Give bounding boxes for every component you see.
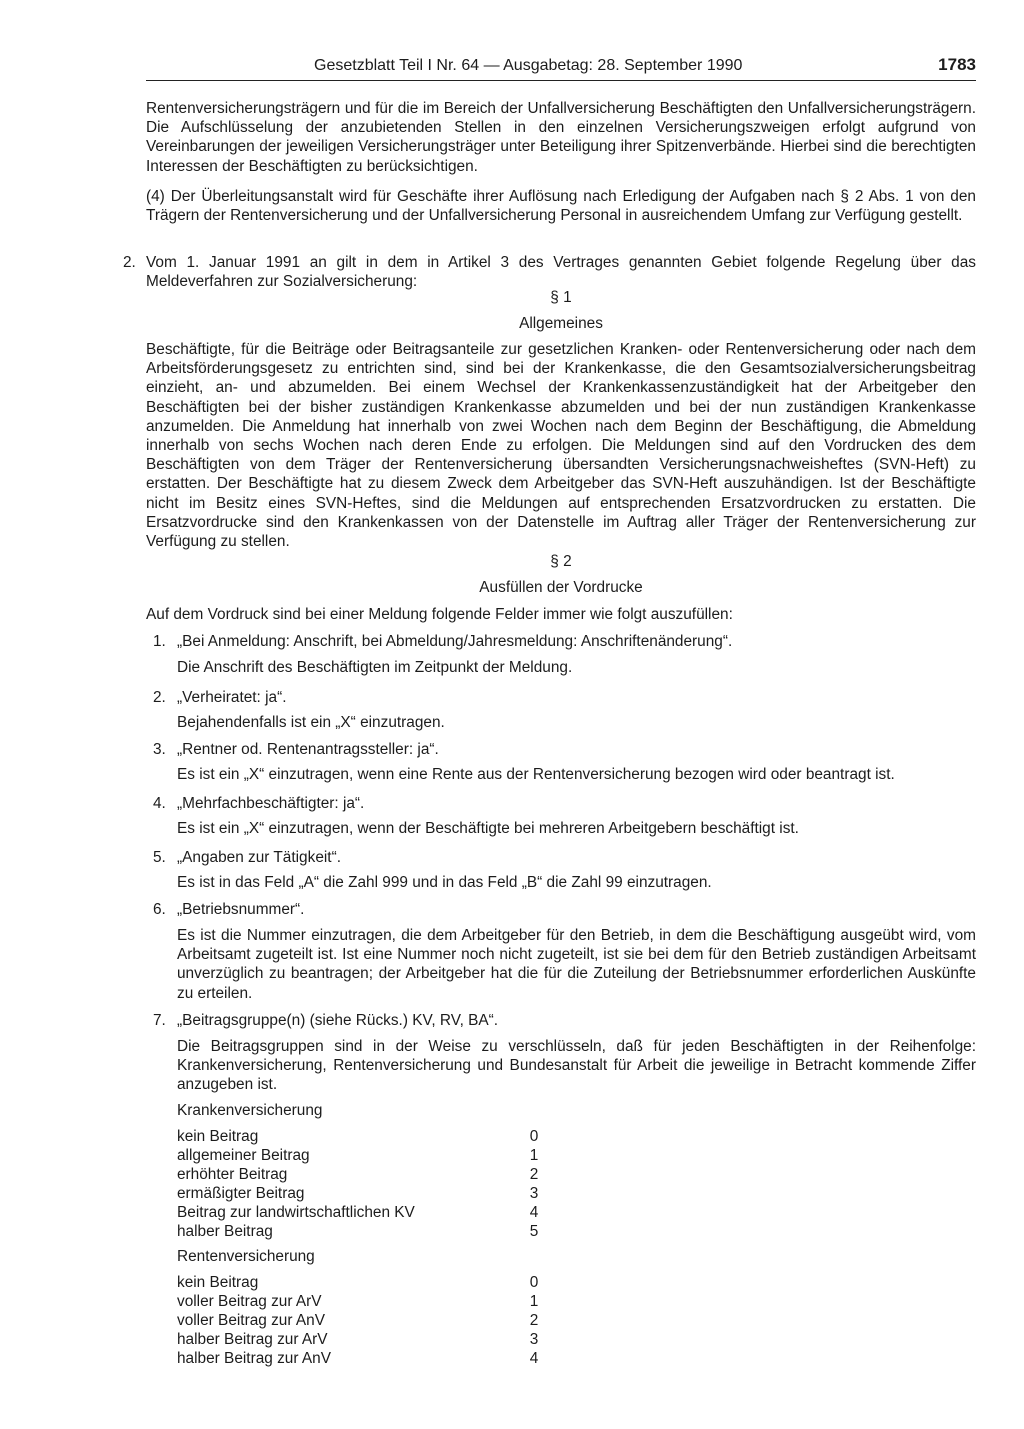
list-item-field: „Verheiratet: ja“.	[177, 689, 287, 706]
table-row	[177, 1165, 539, 1184]
row-code: 2	[529, 1166, 539, 1184]
table-row	[177, 1127, 539, 1146]
list-item-number: 5.	[153, 849, 166, 866]
row-label: voller Beitrag zur AnV	[177, 1312, 325, 1330]
table-row	[177, 1273, 539, 1292]
list-item-number: 4.	[153, 795, 166, 812]
row-code: 0	[529, 1274, 539, 1291]
row-label: Beitrag zur landwirtschaftlichen KV	[177, 1204, 415, 1222]
item-2-text: Vom 1. Januar 1991 an gilt in dem in Artikel 3 des Vertrages genannten Gebiet folgende Regelung über das Meldeverfahren zur Sozialversicherung:	[146, 254, 976, 291]
row-code: 2	[529, 1312, 539, 1330]
row-label: kein Beitrag	[177, 1274, 259, 1291]
list-item-text: Bejahendenfalls ist ein „X“ einzutragen.	[177, 714, 445, 731]
row-label: allgemeiner Beitrag	[177, 1147, 310, 1165]
row-label: halber Beitrag zur AnV	[177, 1350, 331, 1368]
list-item-field: „Angaben zur Tätigkeit“.	[177, 849, 341, 866]
list-item-text: Es ist die Nummer einzutragen, die dem Arbeitgeber für den Betrieb, in dem die Beschäftigung ausgeübt wird, vom Arbeitsamt zugeteilt ist. Ist eine Nummer noch nicht zugeteilt, ist sie bei dem für den Betrieb zuständigen Arbeitsamt unverzüglich zu beantragen; der Arbeitgeber hat die für die Zuteilung der Betriebsnummer erforderlichen Auskünfte zu erteilen.	[177, 927, 976, 1002]
table-row	[177, 1292, 539, 1311]
row-code: 3	[529, 1185, 539, 1203]
row-code: 1	[529, 1293, 539, 1311]
section-2-title: Ausfüllen der Vordrucke	[479, 579, 643, 596]
item-2-number: 2.	[123, 254, 136, 271]
list-item-number: 7.	[153, 1012, 166, 1029]
section-2-lead: Auf dem Vordruck sind bei einer Meldung folgende Felder immer wie folgt auszufüllen:	[146, 606, 733, 623]
list-item-text: Es ist in das Feld „A“ die Zahl 999 und in das Feld „B“ die Zahl 99 einzutragen.	[177, 874, 712, 891]
list-item-text: Es ist ein „X“ einzutragen, wenn eine Rente aus der Rentenversicherung bezogen wird oder beantragt ist.	[177, 766, 895, 783]
row-label: halber Beitrag zur ArV	[177, 1331, 328, 1349]
row-code: 4	[529, 1350, 539, 1368]
rv-table	[177, 1247, 539, 1368]
table-row	[177, 1184, 539, 1203]
paragraph-4: (4) Der Überleitungsanstalt wird für Geschäfte ihrer Auflösung nach Erledigung der Aufgaben nach § 2 Abs. 1 von den Trägern der Rentenversicherung und der Unfallversicherung Personal in ausreichendem Umfang zur Verfügung gestellt.	[146, 188, 976, 225]
kv-table-heading: Krankenversicherung	[177, 1102, 323, 1119]
row-code: 0	[529, 1128, 539, 1145]
intro-paragraph: Rentenversicherungsträgern und für die im Bereich der Unfallversicherung Beschäftigten den Unfallversicherungsträgern. Die Aufschlüsselung der anzubietenden Stellen in den einzelnen Versicherungszweigen erfolgt aufgrund von Vereinbarungen der jeweiligen Versicherungsträger unter Beteiligung ihrer Spitzenverbände. Hierbei sind die berechtigten Interessen der Beschäftigten zu berücksichtigen.	[146, 100, 976, 175]
section-2-number: § 2	[550, 553, 572, 570]
section-1-title: Allgemeines	[519, 315, 603, 332]
row-code: 1	[529, 1147, 539, 1165]
table-row	[177, 1222, 539, 1241]
page-number: 1783	[938, 55, 976, 74]
rv-table-heading: Rentenversicherung	[177, 1248, 315, 1265]
row-code: 5	[529, 1223, 539, 1241]
list-item-text: Es ist ein „X“ einzutragen, wenn der Beschäftigte bei mehreren Arbeitgebern beschäftigt ist.	[177, 820, 799, 837]
row-code: 3	[529, 1331, 539, 1349]
row-label: voller Beitrag zur ArV	[177, 1293, 322, 1311]
table-row	[177, 1330, 539, 1349]
list-item-field: „Bei Anmeldung: Anschrift, bei Abmeldung/Jahresmeldung: Anschriftenänderung“.	[177, 633, 733, 650]
list-item-number: 2.	[153, 689, 166, 706]
list-item-number: 3.	[153, 741, 166, 758]
row-label: erhöhter Beitrag	[177, 1166, 288, 1184]
row-code: 4	[529, 1204, 539, 1222]
section-1-number: § 1	[550, 289, 572, 306]
table-row	[177, 1349, 539, 1368]
list-item-field: „Mehrfachbeschäftigter: ja“.	[177, 795, 365, 812]
list-item-text: Die Beitragsgruppen sind in der Weise zu verschlüsseln, daß für jeden Beschäftigten in der Reihenfolge: Krankenversicherung, Rentenversicherung und Bundesanstalt für Arbeit die jeweilige in Betracht kommende Ziffer anzugeben ist.	[177, 1038, 976, 1094]
list-item-text: Die Anschrift des Beschäftigten im Zeitpunkt der Meldung.	[177, 659, 573, 676]
table-row	[177, 1311, 539, 1330]
list-item-field: „Rentner od. Rentenantragssteller: ja“.	[177, 741, 439, 758]
row-label: ermäßigter Beitrag	[177, 1185, 305, 1203]
list-item-field: „Beitragsgruppe(n) (siehe Rücks.) KV, RV, BA“.	[177, 1012, 499, 1029]
table-row	[177, 1146, 539, 1165]
list-item-number: 6.	[153, 901, 166, 918]
list-item-field: „Betriebsnummer“.	[177, 901, 305, 918]
row-label: halber Beitrag	[177, 1223, 273, 1241]
running-title: Gesetzblatt Teil I Nr. 64 — Ausgabetag: 28. September 1990	[314, 57, 743, 74]
row-label: kein Beitrag	[177, 1128, 259, 1145]
table-row	[177, 1203, 539, 1222]
section-1-body: Beschäftigte, für die Beiträge oder Beitragsanteile zur gesetzlichen Kranken- oder Rentenversicherung oder nach dem Arbeitsförderungsgesetz zu entrichten sind, sind bei der Krankenkasse, die den Gesamtsozialversicherungsbeitrag einzieht, an- und abzumelden. Bei einem Wechsel der Krankenkassenzuständigkeit hat der Arbeitgeber den Beschäftigten bei der bisher zuständigen Krankenkasse abzumelden und bei der nun zuständigen Krankenkasse anzumelden. Die Anmeldung hat innerhalb von zwei Wochen nach dem Beginn der Beschäftigung, die Abmeldung innerhalb von sechs Wochen nach deren Ende zu erfolgen. Die Meldungen sind auf den Vordrucken des dem Beschäftigten von dem Träger der Rentenversicherung übersandten Versicherungsnachweisheftes (SVN-Heft) zu erstatten. Der Beschäftigte hat zu diesem Zweck dem Arbeitgeber das SVN-Heft auszuhändigen. Ist der Beschäftigte nicht im Besitz eines SVN-Heftes, sind die Meldungen auf entsprechenden Ersatzvordrucken zu erstatten. Die Ersatzvordrucke sind den Krankenkassen von der Datenstelle im Auftrag aller Träger der Rentenversicherung zur Verfügung zu stellen.	[146, 341, 976, 551]
kv-table	[177, 1101, 539, 1242]
list-item-number: 1.	[153, 633, 166, 650]
page-header	[146, 56, 976, 81]
